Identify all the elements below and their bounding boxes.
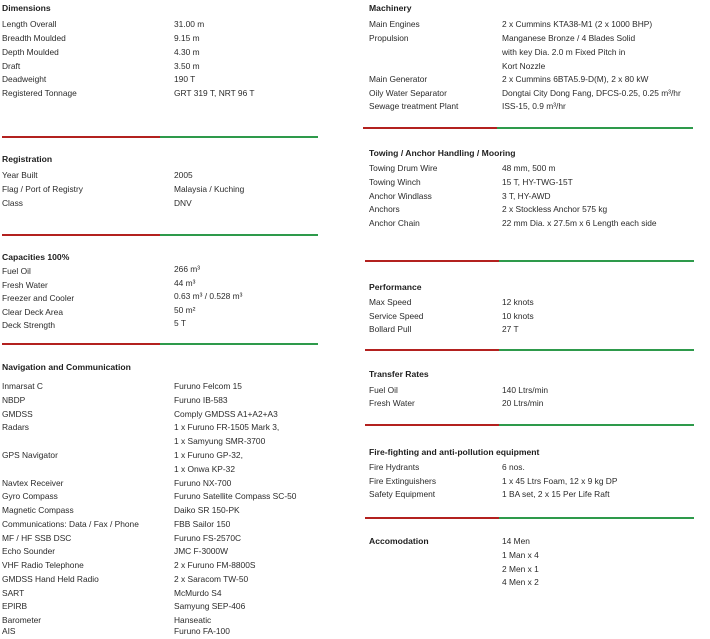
spec-row (2, 264, 318, 277)
spec-value: 1 x Furuno FR-1505 Mark 3, (174, 422, 280, 432)
spec-value: Manganese Bronze / 4 Blades Solid (502, 33, 636, 43)
spec-label: Towing Drum Wire (369, 163, 438, 173)
spec-row (2, 519, 318, 532)
spec-value: 14 Men (502, 536, 530, 546)
spec-label: Main Engines (369, 19, 420, 29)
spec-label: AIS (2, 626, 16, 636)
spec-row (2, 409, 318, 422)
spec-value: 190 T (174, 74, 196, 84)
section-title: Registration (2, 154, 53, 164)
spec-label: Communications: Data / Fax / Phone (2, 519, 139, 529)
spec-row (2, 464, 318, 477)
spec-row (2, 170, 318, 183)
spec-label: Oily Water Separator (369, 88, 447, 98)
spec-row (369, 163, 705, 176)
spec-value: 1 x 45 Ltrs Foam, 12 x 9 kg DP (502, 476, 618, 486)
spec-row (2, 305, 318, 318)
section-title: Accomodation (369, 536, 429, 546)
spec-row (2, 560, 318, 573)
section-divider (365, 260, 694, 262)
spec-value: FBB Sailor 150 (174, 519, 231, 529)
spec-label: Registered Tonnage (2, 88, 77, 98)
spec-label: MF / HF SSB DSC (2, 533, 72, 543)
spec-row (369, 101, 705, 114)
spec-value: Kort Nozzle (502, 61, 546, 71)
spec-value: 12 knots (502, 297, 534, 307)
spec-label: Length Overall (2, 19, 57, 29)
spec-row (2, 88, 318, 101)
spec-label: Anchors (369, 204, 400, 214)
spec-row (2, 19, 318, 32)
spec-label: Main Generator (369, 74, 428, 84)
spec-value: 15 T, HY-TWG-15T (502, 177, 573, 187)
section-title: Transfer Rates (369, 369, 429, 379)
spec-value: Samyung SEP-406 (174, 601, 246, 611)
section-divider (363, 127, 693, 129)
spec-row (2, 505, 318, 518)
spec-label: Safety Equipment (369, 489, 436, 499)
spec-label: Radars (2, 422, 29, 432)
spec-value: 22 mm Dia. x 27.5m x 6 Length each side (502, 218, 657, 228)
spec-value: 31.00 m (174, 19, 205, 29)
spec-label: Freezer and Cooler (2, 293, 75, 303)
spec-row (369, 385, 705, 398)
spec-row (369, 88, 705, 101)
spec-row (369, 462, 705, 475)
spec-label: Clear Deck Area (2, 307, 63, 317)
spec-row (2, 588, 318, 601)
spec-label: Fire Extinguishers (369, 476, 437, 486)
spec-row (2, 450, 318, 463)
spec-value: Comply GMDSS A1+A2+A3 (174, 409, 278, 419)
spec-value: Furuno FA-100 (174, 626, 230, 636)
spec-row (2, 198, 318, 211)
spec-label: Max Speed (369, 297, 412, 307)
spec-value: Furuno NX-700 (174, 478, 232, 488)
spec-value: 2 Men x 1 (502, 564, 539, 574)
spec-label: Year Built (2, 170, 38, 180)
spec-row (369, 297, 705, 310)
spec-value: ISS-15, 0.9 m³/hr (502, 101, 566, 111)
spec-label: Class (2, 198, 23, 208)
section-divider (365, 424, 694, 426)
spec-value: 3.50 m (174, 61, 200, 71)
section-divider (2, 136, 318, 138)
spec-label: Sewage treatment Plant (369, 101, 459, 111)
spec-row (369, 61, 705, 74)
spec-label: Breadth Moulded (2, 33, 66, 43)
spec-label: Fresh Water (369, 398, 415, 408)
spec-label: Inmarsat C (2, 381, 43, 391)
spec-value: Hanseatic (174, 615, 212, 625)
spec-label: Gyro Compass (2, 491, 58, 501)
spec-row (2, 626, 318, 639)
spec-label: Propulsion (369, 33, 409, 43)
spec-row (2, 381, 318, 394)
section-title: Capacities 100% (2, 252, 70, 262)
spec-value: with key Dia. 2.0 m Fixed Pitch in (502, 47, 626, 57)
spec-label: GPS Navigator (2, 450, 58, 460)
section-title: Machinery (369, 3, 412, 13)
spec-value: Malaysia / Kuching (174, 184, 245, 194)
spec-value: Furuno Felcom 15 (174, 381, 242, 391)
spec-row (369, 218, 705, 231)
spec-value: 1 x Furuno GP-32, (174, 450, 243, 460)
spec-value: Daiko SR 150-PK (174, 505, 240, 515)
spec-value: Furuno FS-2570C (174, 533, 242, 543)
spec-row (369, 489, 705, 502)
spec-row (2, 184, 318, 197)
spec-row (2, 33, 318, 46)
spec-label: Fuel Oil (2, 266, 31, 276)
section-title: Towing / Anchor Handling / Mooring (369, 148, 516, 158)
spec-row (369, 19, 705, 32)
spec-value: Furuno Satellite Compass SC-50 (174, 491, 297, 501)
spec-row (2, 422, 318, 435)
spec-label: EPIRB (2, 601, 28, 611)
spec-row (2, 47, 318, 60)
spec-label: Echo Sounder (2, 546, 56, 556)
spec-value: 50 m² (174, 305, 196, 315)
spec-value: 2 x Cummins 6BTA5.9-D(M), 2 x 80 kW (502, 74, 649, 84)
spec-value: 0.63 m³ / 0.528 m³ (174, 291, 243, 301)
spec-value: 1 Man x 4 (502, 550, 539, 560)
spec-value: 44 m³ (174, 278, 196, 288)
spec-value: 27 T (502, 324, 519, 334)
spec-value: 10 knots (502, 311, 534, 321)
spec-value: 9.15 m (174, 33, 200, 43)
section-divider (365, 349, 694, 351)
section-divider (2, 343, 318, 345)
spec-row (2, 291, 318, 304)
spec-row (2, 395, 318, 408)
spec-row (369, 47, 705, 60)
spec-label: GMDSS (2, 409, 33, 419)
spec-value: 1 x Samyung SMR-3700 (174, 436, 266, 446)
spec-value: 4 Men x 2 (502, 577, 539, 587)
spec-row (2, 574, 318, 587)
spec-value: JMC F-3000W (174, 546, 228, 556)
spec-value: 3 T, HY-AWD (502, 191, 551, 201)
spec-label: Fresh Water (2, 280, 48, 290)
spec-value: 2 x Furuno FM-8800S (174, 560, 256, 570)
spec-label: Draft (2, 61, 21, 71)
spec-row (2, 478, 318, 491)
spec-row (369, 398, 705, 411)
spec-row (369, 204, 705, 217)
section-title: Navigation and Communication (2, 362, 131, 372)
spec-label: VHF Radio Telephone (2, 560, 84, 570)
spec-row (369, 536, 705, 549)
spec-value: 266 m³ (174, 264, 201, 274)
spec-label: Bollard Pull (369, 324, 412, 334)
spec-label: Towing Winch (369, 177, 421, 187)
spec-label: Flag / Port of Registry (2, 184, 83, 194)
spec-row (369, 74, 705, 87)
spec-row (2, 278, 318, 291)
spec-value: 2 x Saracom TW-50 (174, 574, 249, 584)
section-title: Dimensions (2, 3, 51, 13)
spec-label: Deadweight (2, 74, 47, 84)
spec-row (2, 318, 318, 331)
spec-row (369, 191, 705, 204)
spec-label: NBDP (2, 395, 26, 405)
spec-row (369, 324, 705, 337)
spec-row (369, 564, 705, 577)
spec-label: Barometer (2, 615, 42, 625)
spec-label: SART (2, 588, 25, 598)
spec-value: 48 mm, 500 m (502, 163, 556, 173)
spec-row (2, 533, 318, 546)
spec-row (2, 436, 318, 449)
spec-value: 1 BA set, 2 x 15 Per Life Raft (502, 489, 610, 499)
spec-value: 4.30 m (174, 47, 200, 57)
spec-label: Fuel Oil (369, 385, 398, 395)
spec-row (2, 491, 318, 504)
spec-value: 20 Ltrs/min (502, 398, 544, 408)
spec-label: GMDSS Hand Held Radio (2, 574, 99, 584)
spec-row (369, 311, 705, 324)
spec-label: Deck Strength (2, 320, 56, 330)
spec-value: McMurdo S4 (174, 588, 222, 598)
spec-value: 2 x Stockless Anchor 575 kg (502, 204, 608, 214)
spec-row (369, 476, 705, 489)
spec-value: 2 x Cummins KTA38-M1 (2 x 1000 BHP) (502, 19, 653, 29)
spec-row (369, 33, 705, 46)
section-title: Fire-fighting and anti-pollution equipment (369, 447, 540, 457)
spec-value: GRT 319 T, NRT 96 T (174, 88, 255, 98)
spec-row (369, 577, 705, 590)
section-divider (365, 517, 694, 519)
spec-value: 1 x Onwa KP-32 (174, 464, 235, 474)
spec-value: DNV (174, 198, 192, 208)
spec-row (2, 546, 318, 559)
spec-row (2, 601, 318, 614)
section-title: Performance (369, 282, 422, 292)
spec-value: 140 Ltrs/min (502, 385, 549, 395)
spec-row (2, 74, 318, 87)
spec-label: Anchor Chain (369, 218, 420, 228)
spec-row (369, 550, 705, 563)
spec-row (2, 61, 318, 74)
spec-value: 6 nos. (502, 462, 525, 472)
spec-value: Dongtai City Dong Fang, DFCS-0.25, 0.25 m³/hr (502, 88, 681, 98)
section-divider (2, 234, 318, 236)
spec-label: Navtex Receiver (2, 478, 64, 488)
spec-row (369, 177, 705, 190)
spec-label: Depth Moulded (2, 47, 59, 57)
spec-label: Service Speed (369, 311, 424, 321)
spec-label: Fire Hydrants (369, 462, 420, 472)
spec-value: Furuno IB-583 (174, 395, 228, 405)
spec-label: Magnetic Compass (2, 505, 74, 515)
spec-value: 5 T (174, 318, 186, 328)
spec-label: Anchor Windlass (369, 191, 432, 201)
spec-value: 2005 (174, 170, 193, 180)
